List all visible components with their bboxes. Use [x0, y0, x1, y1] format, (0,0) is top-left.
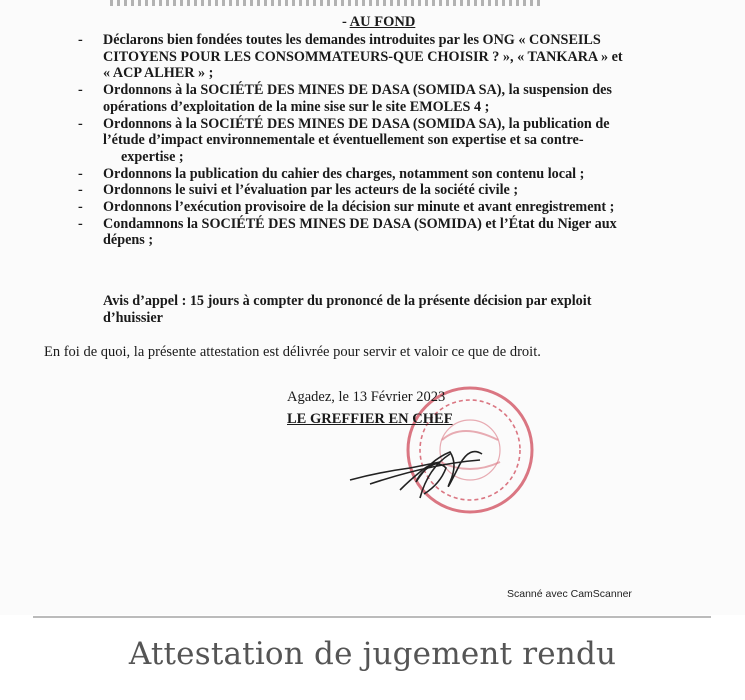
list-item — [0, 32, 745, 82]
item-line: Ordonnons à la SOCIÉTÉ DES MINES DE DASA (SOMIDA SA), la suspension des — [103, 82, 612, 99]
item-line: dépens ; — [103, 232, 154, 249]
appeal-line: Avis d’appel : 15 jours à compter du prononcé de la présente décision par exploit — [103, 293, 592, 309]
item-line: « ACP ALHER » ; — [103, 65, 214, 82]
item-dash: - — [78, 199, 83, 216]
appeal-notice — [103, 293, 723, 327]
closing-statement: En foi de quoi, la présente attestation est délivrée pour servir et valoir ce que de droit. — [44, 344, 541, 360]
list-item — [0, 199, 745, 216]
item-dash: - — [78, 215, 83, 232]
list-item — [0, 182, 745, 199]
list-item — [0, 116, 745, 166]
item-line: Condamnons la SOCIÉTÉ DES MINES DE DASA (SOMIDA) et l’État du Niger aux — [103, 215, 617, 232]
decision-list — [0, 32, 745, 249]
heading-prefix: - — [342, 14, 350, 30]
item-line: Déclarons bien fondées toutes les demandes introduites par les ONG « CONSEILS — [103, 32, 601, 48]
place-and-date: Agadez, le 13 Février 2023 — [287, 389, 446, 405]
item-line: Ordonnons l’exécution provisoire de la décision sur minute et avant enregistrement ; — [103, 199, 615, 216]
list-item — [0, 82, 745, 115]
item-dash: - — [78, 165, 83, 182]
item-dash: - — [78, 32, 83, 48]
item-line: Ordonnons le suivi et l’évaluation par les acteurs de la société civile ; — [103, 182, 519, 199]
item-line: opérations d’exploitation de la mine sise sur le site EMOLES 4 ; — [103, 98, 490, 115]
signatory-title: LE GREFFIER EN CHEF — [287, 411, 453, 427]
item-line: Ordonnons à la SOCIÉTÉ DES MINES DE DASA (SOMIDA SA), la publication de — [103, 115, 610, 132]
scanner-watermark: Scanné avec CamScanner — [507, 588, 632, 600]
item-line: l’étude d’impact environnementale et éventuellement son expertise et sa contre- — [103, 132, 584, 149]
signature-icon — [350, 452, 482, 498]
list-item — [0, 166, 745, 183]
item-dash: - — [78, 182, 83, 199]
list-item — [0, 216, 745, 249]
image-caption: Attestation de jugement rendu — [128, 636, 617, 672]
item-line: CITOYENS POUR LES CONSOMMATEURS-QUE CHOISIR ? », « TANKARA » et — [103, 48, 623, 65]
item-dash: - — [78, 115, 83, 132]
official-stamp-icon — [330, 380, 570, 560]
divider — [33, 616, 711, 618]
item-line: Ordonnons la publication du cahier des charges, notamment son contenu local ; — [103, 165, 585, 182]
item-line: expertise ; — [121, 148, 184, 165]
cropped-text-line — [110, 0, 540, 6]
item-dash: - — [78, 82, 83, 99]
heading-text: AU FOND — [349, 14, 416, 30]
section-heading — [342, 14, 415, 31]
appeal-line: d’huissier — [103, 310, 163, 326]
